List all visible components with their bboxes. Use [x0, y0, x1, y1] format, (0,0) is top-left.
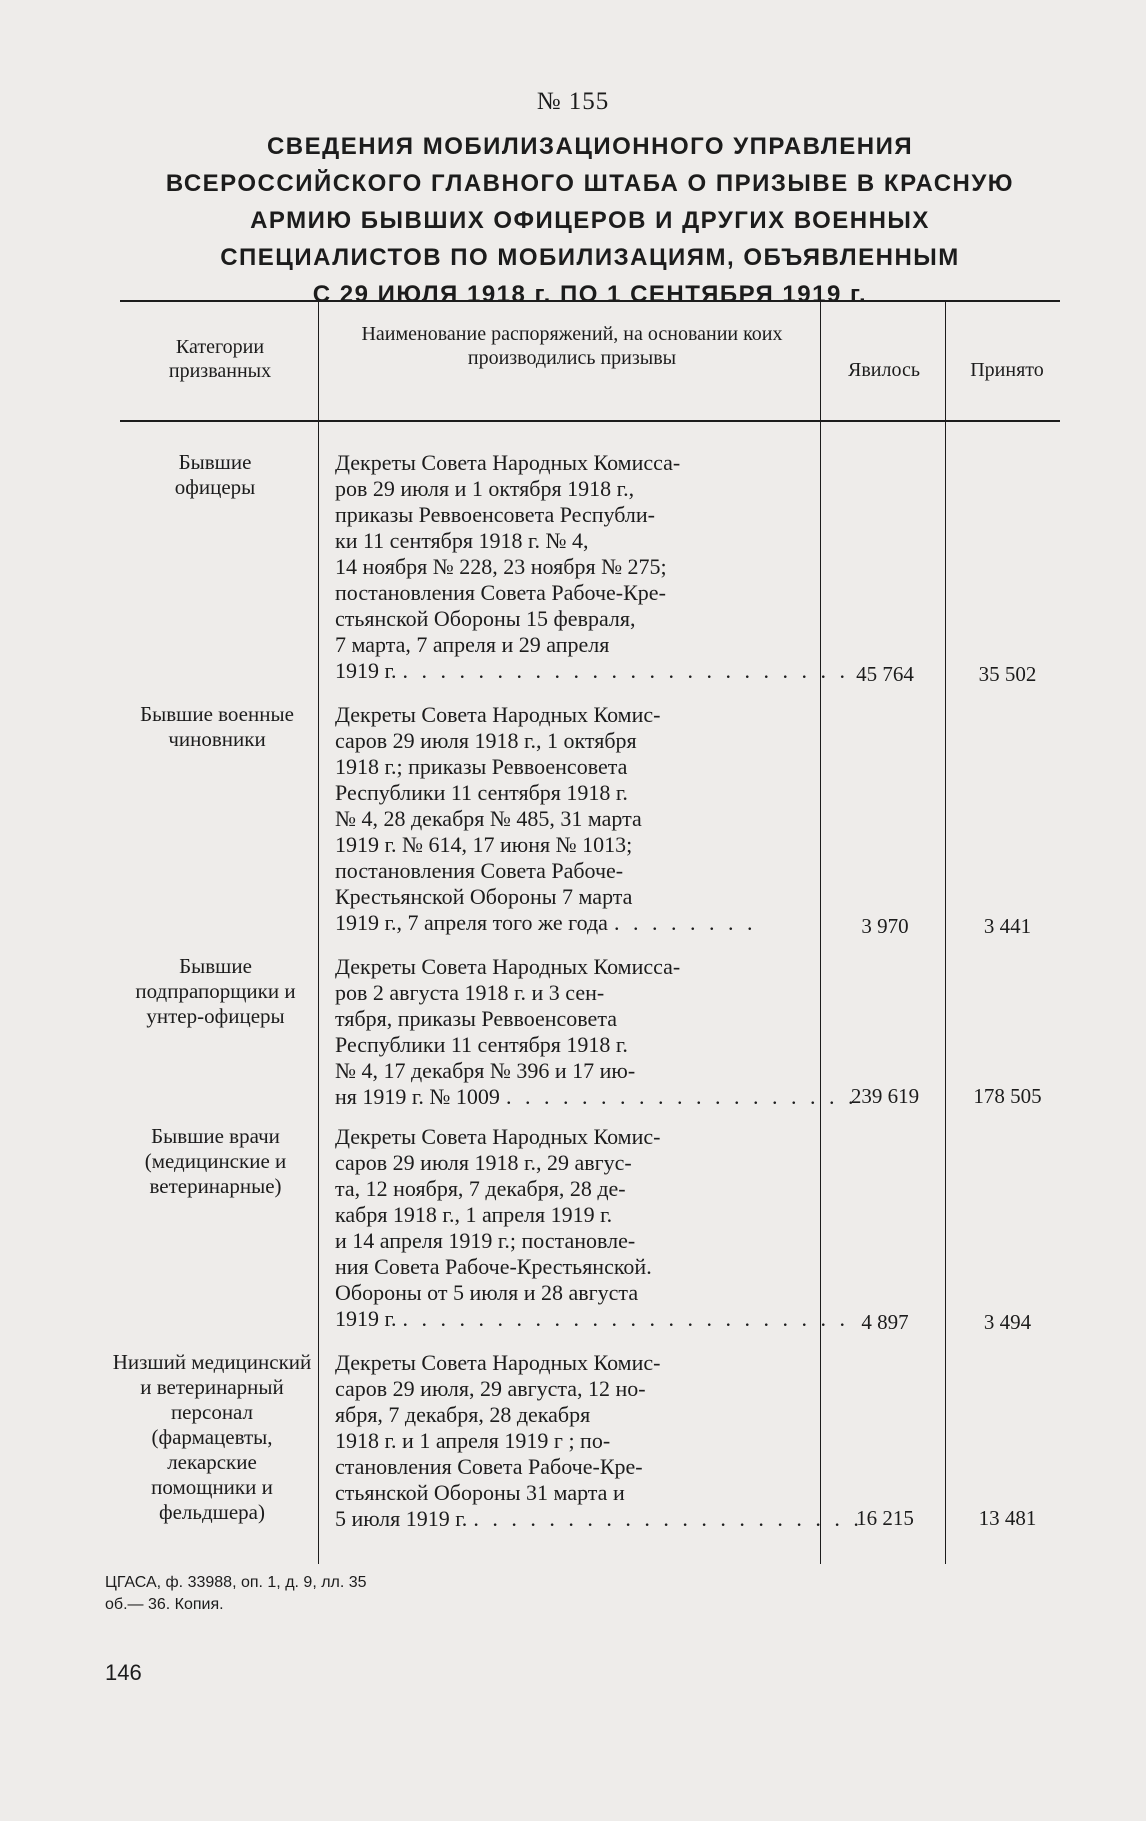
- source-line: об.— 36. Копия.: [105, 1596, 224, 1613]
- accepted-value: 35 502: [978, 662, 1037, 686]
- appeared-value: 239 619: [850, 1084, 920, 1108]
- basis-line: стьянской Обороны 15 февраля,: [335, 606, 636, 631]
- basis-line: кабря 1918 г., 1 апреля 1919 г.: [335, 1202, 613, 1227]
- basis-line: ров 29 июля и 1 октября 1918 г.,: [335, 476, 635, 501]
- basis-line: 1918 г.; приказы Реввоенсовета: [335, 754, 628, 779]
- table-header-rule: [120, 420, 1060, 422]
- basis-line: стьянской Обороны 31 марта и: [335, 1480, 625, 1505]
- row-category: Бывшие врачи (медицинские и ветеринарные): [144, 1124, 287, 1198]
- accepted-value: 3 441: [983, 914, 1032, 938]
- basis-line: постановления Совета Рабоче-Кре-: [335, 580, 666, 605]
- table-top-rule: [120, 300, 1060, 302]
- basis-line: Декреты Совета Народных Комисса-: [335, 450, 681, 475]
- basis-last-line: 1919 г.: [335, 658, 397, 683]
- document-number: № 155: [536, 88, 610, 115]
- row-category: Бывшие подпрапорщики и унтер-офицеры: [135, 954, 296, 1028]
- basis-line: Декреты Совета Народных Комис-: [335, 702, 661, 727]
- basis-line: саров 29 июля 1918 г., 1 октября: [335, 728, 637, 753]
- basis-line: ября, 7 декабря, 28 декабря: [335, 1402, 591, 1427]
- basis-line: Декреты Совета Народных Комис-: [335, 1350, 661, 1375]
- basis-line: та, 12 ноября, 7 декабря, 28 де-: [335, 1176, 626, 1201]
- accepted-value: 13 481: [978, 1506, 1037, 1530]
- appeared-value: 4 897: [861, 1310, 909, 1334]
- column-divider: [318, 302, 319, 1564]
- archive-source: [105, 1572, 367, 1616]
- row-category: Низший медицинский и ветеринарный персонал (фармацевты, лекарские помощники и фельдшера): [112, 1350, 312, 1524]
- basis-line: постановления Совета Рабоче-: [335, 858, 624, 883]
- document-title: [110, 128, 1070, 313]
- row-basis: [335, 954, 858, 1110]
- basis-line: № 4, 28 декабря № 485, 31 марта: [335, 806, 642, 831]
- basis-last-line: ня 1919 г. № 1009: [335, 1084, 500, 1109]
- basis-line: ки 11 сентября 1918 г. № 4,: [335, 528, 589, 553]
- title-line: СПЕЦИАЛИСТОВ ПО МОБИЛИЗАЦИЯМ, ОБЪЯВЛЕННЫМ: [220, 244, 960, 271]
- basis-line: 14 ноября № 228, 23 ноября № 275;: [335, 554, 667, 579]
- basis-line: саров 29 июля, 29 августа, 12 но-: [335, 1376, 646, 1401]
- basis-line: саров 29 июля 1918 г., 29 авгус-: [335, 1150, 632, 1175]
- row-basis: [335, 1124, 850, 1332]
- basis-line: и 14 апреля 1919 г.; постановле-: [335, 1228, 636, 1253]
- basis-line: 7 марта, 7 апреля и 29 апреля: [335, 632, 610, 657]
- basis-line: Обороны от 5 июля и 28 августа: [335, 1280, 639, 1305]
- page-number: 146: [105, 1660, 142, 1685]
- header-basis: Наименование распоряжений, на основании коих производились призывы: [361, 323, 783, 369]
- header-appeared: Явилось: [848, 359, 920, 381]
- basis-line: становления Совета Рабоче-Кре-: [335, 1454, 643, 1479]
- basis-line: Крестьянской Обороны 7 марта: [335, 884, 633, 909]
- basis-last-line: 5 июля 1919 г.: [335, 1506, 468, 1531]
- basis-last-line: 1919 г., 7 апреля того же года: [335, 910, 608, 935]
- header-category: Категории призванных: [168, 336, 272, 382]
- row-category: Бывшие военные чиновники: [140, 702, 294, 751]
- title-line: ВСЕРОССИЙСКОГО ГЛАВНОГО ШТАБА О ПРИЗЫВЕ В КРАСНУЮ: [165, 170, 1015, 197]
- basis-line: ния Совета Рабоче-Крестьянской.: [335, 1254, 652, 1279]
- basis-line: 1918 г. и 1 апреля 1919 г ; по-: [335, 1428, 611, 1453]
- dot-leader: . . . . . . . . . . . . . . . . . . . . . . . .: [402, 658, 850, 683]
- basis-last-line: 1919 г.: [335, 1306, 397, 1331]
- dot-leader: . . . . . . . .: [613, 910, 757, 935]
- appeared-value: 3 970: [861, 914, 909, 938]
- dot-leader: . . . . . . . . . . . . . . . . . . . . . . . .: [402, 1306, 850, 1331]
- basis-line: приказы Реввоенсовета Республи-: [335, 502, 655, 527]
- basis-line: ров 2 августа 1918 г. и 3 сен-: [335, 980, 605, 1005]
- basis-line: Республики 11 сентября 1918 г.: [335, 780, 628, 805]
- basis-line: Республики 11 сентября 1918 г.: [335, 1032, 628, 1057]
- accepted-value: 3 494: [983, 1310, 1032, 1334]
- appeared-value: 16 215: [856, 1506, 914, 1530]
- basis-line: Декреты Совета Народных Комисса-: [335, 954, 681, 979]
- row-basis: [335, 1350, 863, 1532]
- row-basis: [335, 450, 850, 684]
- title-line: АРМИЮ БЫВШИХ ОФИЦЕРОВ И ДРУГИХ ВОЕННЫХ: [250, 207, 930, 234]
- appeared-value: 45 764: [856, 662, 914, 686]
- basis-line: 1919 г. № 614, 17 июня № 1013;: [335, 832, 633, 857]
- title-line: СВЕДЕНИЯ МОБИЛИЗАЦИОННОГО УПРАВЛЕНИЯ: [266, 133, 914, 160]
- title-line: С 29 ИЮЛЯ 1918 г. ПО 1 СЕНТЯБРЯ 1919 г.: [312, 281, 868, 308]
- basis-line: тября, приказы Реввоенсовета: [335, 1006, 617, 1031]
- header-accepted: Принято: [970, 359, 1044, 381]
- basis-line: № 4, 17 декабря № 396 и 17 ию-: [335, 1058, 636, 1083]
- source-line: ЦГАСА, ф. 33988, оп. 1, д. 9, лл. 35: [105, 1574, 367, 1591]
- row-category: Бывшие офицеры: [174, 450, 256, 499]
- basis-line: Декреты Совета Народных Комис-: [335, 1124, 661, 1149]
- row-basis: [335, 702, 795, 936]
- accepted-value: 178 505: [973, 1084, 1042, 1108]
- dot-leader: . . . . . . . . . . . . . . . . . . . . .: [473, 1506, 863, 1531]
- dot-leader: . . . . . . . . . . . . . . . . . . .: [505, 1084, 858, 1109]
